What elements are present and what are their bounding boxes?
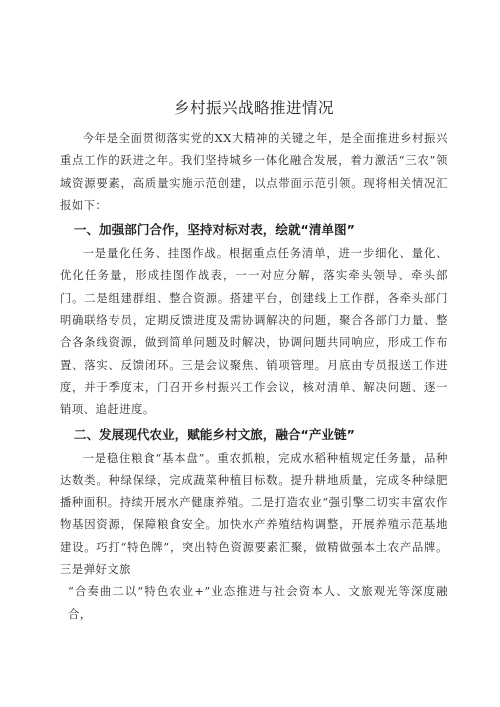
section-2-paragraph: 一是稳住粮食“基本盘”。重农抓粮，完成水稻种植规定任务量，品种达数类。种绿保绿，完成蔬菜种植目标数。提升耕地质量，完成冬种绿肥播种面积。持续开展水产健康养殖。二是打造农业“强引擎二切实丰富农作物基因资源，保障粮食安全。加快水产养殖结构调整，开展养殖示范基地建设。巧打“特色牌”，突出特色资源要素汇聚，做精做强本土农产品牌。三是弹好文旅: [60, 451, 448, 577]
intro-paragraph: 今年是全面贯彻落实党的XX大精神的关键之年，是全面推进乡村振兴重点工作的跃进之年。我们坚持城乡一体化融合发展，着力激活“三农”领域资源要素，高质量实施示范创建，以点带面示范引领。现将相关情况汇报如下：: [60, 132, 448, 212]
section-2-heading: 二、发展现代农业，赋能乡村文旅，融合“产业链”: [73, 426, 355, 442]
section-1-heading: 一、加强部门合作，坚持对标对表，绘就“清单图”: [73, 222, 355, 238]
document-title: 乡村振兴战略推进情况: [173, 99, 334, 117]
section-1-paragraph: 一是量化任务、挂图作战。根据重点任务清单，进一步细化、量化、优化任务量，形成挂图作战表，一一对应分解，落实牵头领导、牵头部门。二是组建群组、整合资源。搭建平台，创建线上工作群，各牵头部门明确联络专员，定期反馈进度及需协调解决的问题，聚合各部门力量、整合各条线资源，做到简单问题及时解决，协调问题共同响应，形成工作布置、落实、反馈闭环。三是会议聚焦、销项管理。月底由专员报送工作进度，并于季度末，门召开乡村振兴工作会议，核对清单、解决问题、逐一销项、追赶进度。: [60, 247, 448, 417]
section-2-paragraph-continued: “合奏曲二以“特色农业+”业态推进与社会资本人、文旅观光等深度融合，: [68, 585, 448, 621]
